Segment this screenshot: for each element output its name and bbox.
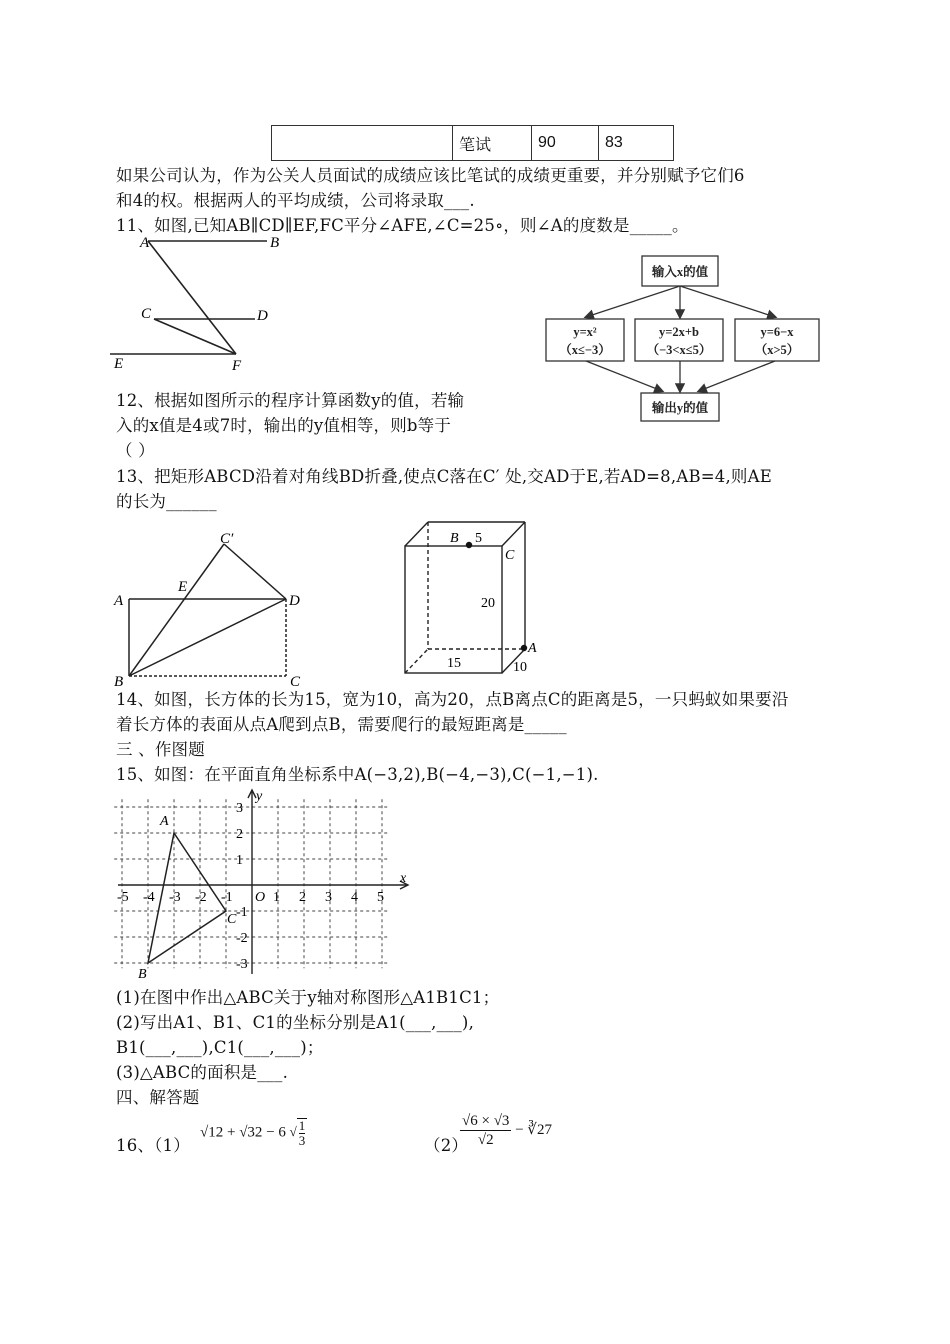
label-c: C bbox=[141, 306, 152, 322]
table-cell: 笔试 bbox=[453, 126, 532, 161]
origin-label: O bbox=[255, 890, 266, 905]
question-12-answer: （ ） bbox=[116, 441, 155, 460]
flow-eq-1: y=x² bbox=[573, 325, 597, 339]
point-a bbox=[521, 645, 527, 651]
fraction-denominator: 3 bbox=[298, 1133, 306, 1148]
x-axis-label: x bbox=[400, 871, 407, 886]
fraction-numerator: 1 bbox=[298, 1118, 306, 1133]
table-cell: 90 bbox=[532, 126, 599, 161]
y-axis-label: y bbox=[256, 789, 263, 804]
question-14-line-1: 14、如图，长方体的长为15，宽为10，高为20，点B离点C的距离是5，一只蚂蚁如果要沿 bbox=[116, 690, 789, 709]
section-4-heading: 四、解答题 bbox=[116, 1088, 200, 1107]
label-a: A bbox=[140, 235, 150, 251]
question-16: 16、（1） bbox=[116, 1136, 190, 1155]
height-20: 20 bbox=[481, 596, 495, 611]
label-a: A bbox=[114, 593, 124, 609]
section-3-heading: 三 、作图题 bbox=[116, 740, 205, 759]
question-15-part-1: (1)在图中作出△ABC关于y轴对称图形△A1B1C1； bbox=[116, 988, 500, 1007]
plus-sign: + bbox=[226, 1124, 236, 1141]
length-15: 15 bbox=[447, 656, 461, 671]
expression-2 bbox=[460, 1112, 552, 1149]
label-c: C bbox=[290, 674, 301, 690]
x-tick-label: -2 bbox=[195, 890, 207, 905]
label-b: B bbox=[138, 967, 147, 982]
y-tick-label: -1 bbox=[236, 905, 248, 920]
flow-eq-3: y=6−x bbox=[760, 325, 794, 339]
figure-parallel-lines bbox=[110, 232, 290, 377]
x-tick-label: 3 bbox=[325, 890, 332, 905]
question-15-part-3: (3)△ABC的面积是___. bbox=[116, 1063, 289, 1082]
label-a: A bbox=[160, 814, 169, 829]
text-line: 如果公司认为，作为公关人员面试的成绩应该比笔试的成绩更重要，并分别赋予它们6 bbox=[116, 166, 745, 185]
figure-cuboid bbox=[395, 515, 555, 680]
question-15-part-2b: B1(___,___),C1(___,___)； bbox=[116, 1038, 324, 1057]
label-c-prime: C′ bbox=[220, 531, 234, 547]
label-d: D bbox=[257, 308, 268, 324]
question-12-line-1: 12、根据如图所示的程序计算函数y的值，若输 bbox=[116, 391, 465, 410]
question-15-part-2: (2)写出A1、B1、C1的坐标分别是A1(___,___), bbox=[116, 1013, 475, 1032]
flow-output-text: 输出y的值 bbox=[651, 401, 709, 415]
question-14-line-2: 着长方体的表面从点A爬到点B，需要爬行的最短距离是_____ bbox=[116, 715, 567, 734]
flowchart bbox=[542, 253, 822, 423]
x-tick-label: -4 bbox=[143, 890, 155, 905]
label-e: E bbox=[114, 356, 124, 372]
sqrt-12: √12 bbox=[200, 1124, 224, 1141]
minus-six: − 6 bbox=[266, 1124, 286, 1141]
x-tick-label: -1 bbox=[221, 890, 233, 905]
label-c: C bbox=[227, 912, 237, 927]
label-b: B bbox=[114, 674, 124, 690]
x-tick-label: -5 bbox=[117, 890, 129, 905]
line-cf bbox=[154, 319, 236, 354]
label-f: F bbox=[232, 358, 242, 374]
x-tick-label: 1 bbox=[273, 890, 280, 905]
question-11: 11、如图,已知AB∥CD∥EF,FC平分∠AFE,∠C=25∘，则∠A的度数是_____。 bbox=[116, 216, 689, 235]
x-tick-label: 4 bbox=[351, 890, 358, 905]
label-d: D bbox=[289, 593, 300, 609]
y-tick-label: 1 bbox=[236, 853, 243, 868]
line-af bbox=[148, 241, 236, 354]
y-tick-label: -2 bbox=[236, 931, 248, 946]
label-a: A bbox=[528, 641, 537, 656]
y-tick-label: -3 bbox=[236, 957, 248, 972]
point-b bbox=[466, 542, 472, 548]
question-13-line-1: 13、把矩形ABCD沿着对角线BD折叠,使点C落在C′ 处,交AD于E,若AD=8,AB=4,则AE bbox=[116, 467, 772, 486]
coordinate-grid bbox=[112, 788, 412, 982]
question-12-line-2: 入的x值是4或7时，输出的y值相等，则b等于 bbox=[116, 416, 452, 435]
fraction-denominator: √2 bbox=[477, 1132, 494, 1148]
question-13-line-2: 的长为______ bbox=[116, 492, 217, 511]
figure-folded-rectangle bbox=[110, 528, 320, 688]
flow-input-text: 输入x的值 bbox=[651, 265, 709, 279]
score-table bbox=[271, 125, 674, 161]
grid-lines bbox=[114, 799, 387, 968]
table-cell bbox=[272, 126, 453, 161]
y-tick-label: 2 bbox=[236, 827, 243, 842]
triangle-abc bbox=[148, 833, 226, 963]
x-tick-label: -3 bbox=[169, 890, 181, 905]
flow-cond-3: （x>5） bbox=[754, 343, 800, 357]
y-tick-label: 3 bbox=[236, 801, 243, 816]
expression-1: √12 + √32 − 6 √ $\frac{1}{3}$ bbox=[200, 1118, 306, 1148]
flow-eq-2: y=2x+b bbox=[659, 325, 699, 339]
label-b: B bbox=[450, 531, 459, 546]
text-line: 和4的权。根据两人的平均成绩，公司将录取___. bbox=[116, 191, 475, 210]
table-row bbox=[272, 126, 674, 161]
question-15: 15、如图：在平面直角坐标系中A(−3,2),B(−4,−3),C(−1,−1). bbox=[116, 765, 599, 784]
fraction-numerator: √6 × √3 bbox=[462, 1113, 510, 1129]
x-tick-label: 2 bbox=[299, 890, 306, 905]
length-5: 5 bbox=[475, 531, 482, 546]
question-16-part-2: （2） bbox=[424, 1136, 469, 1155]
flow-cond-2: （−3<x≤5） bbox=[646, 343, 712, 357]
width-10: 10 bbox=[513, 660, 527, 675]
label-c: C bbox=[505, 548, 515, 563]
minus-cube-root-27: − ∛27 bbox=[515, 1121, 552, 1138]
x-tick-label: 5 bbox=[377, 890, 384, 905]
table-cell: 83 bbox=[599, 126, 674, 161]
label-b: B bbox=[270, 235, 280, 251]
flow-cond-1: （x≤−3） bbox=[559, 343, 611, 357]
sqrt-32: √32 bbox=[239, 1124, 263, 1141]
label-e: E bbox=[178, 579, 188, 595]
